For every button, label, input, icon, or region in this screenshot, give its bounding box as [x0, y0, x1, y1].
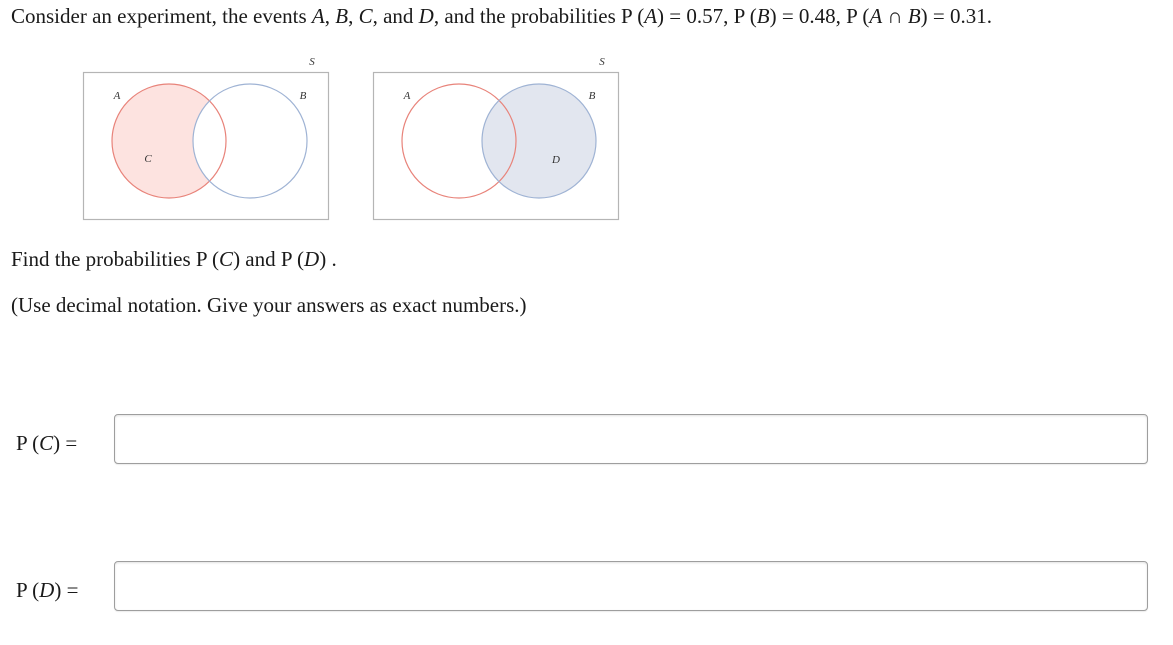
label-sample-space: S [309, 56, 315, 68]
answer-label-pc [16, 430, 77, 456]
prob-ab-value: ) = 0.31. [920, 4, 992, 28]
find-prefix: Find the probabilities P ( [11, 247, 220, 271]
answer-row-pc [0, 414, 1173, 468]
separator: , and the probabilities P ( [433, 4, 645, 28]
answer-format-note: (Use decimal notation. Give your answers as exact numbers.) [11, 293, 527, 317]
separator: , [348, 4, 359, 28]
label-region-c: C [144, 153, 152, 165]
prob-ab-b-var: B [907, 4, 921, 28]
label-a: A [403, 90, 411, 102]
label-prefix: P ( [16, 431, 40, 455]
prob-ab-a-var: A [869, 4, 883, 28]
label-region-d: D [552, 154, 560, 166]
prob-a-value: ) = 0.57, P ( [657, 4, 757, 28]
problem-statement [11, 3, 992, 29]
label-prefix: P ( [16, 578, 40, 602]
prob-b-var: B [756, 4, 770, 28]
venn-diagram-d [373, 50, 619, 220]
separator: , and [372, 4, 419, 28]
prob-a-var: A [644, 4, 658, 28]
find-middle: ) and P ( [233, 247, 305, 271]
answer-label-pd [16, 577, 78, 603]
answer-row-pd [0, 561, 1173, 615]
label-a: A [113, 90, 121, 102]
label-sample-space: S [599, 56, 605, 68]
separator: , [324, 4, 336, 28]
event-c: C [358, 4, 373, 28]
problem-intro: Consider an experiment, the events [11, 4, 312, 28]
pc-answer-input[interactable] [114, 414, 1148, 464]
label-b: B [299, 90, 307, 102]
find-suffix: ) . [319, 247, 337, 271]
find-var-d: D [304, 247, 320, 271]
event-a: A [311, 4, 325, 28]
label-var-d: D [39, 578, 55, 602]
find-var-c: C [219, 247, 234, 271]
prob-b-value: ) = 0.48, P ( [769, 4, 870, 28]
label-suffix: ) = [54, 578, 79, 602]
event-d: D [418, 4, 434, 28]
venn-diagram-c [83, 50, 329, 220]
pd-answer-input[interactable] [114, 561, 1148, 611]
event-b: B [335, 4, 349, 28]
label-var-c: C [39, 431, 54, 455]
intersection-symbol: ∩ [882, 4, 908, 28]
label-b: B [588, 90, 596, 102]
find-instruction [11, 246, 337, 272]
label-suffix: ) = [53, 431, 78, 455]
